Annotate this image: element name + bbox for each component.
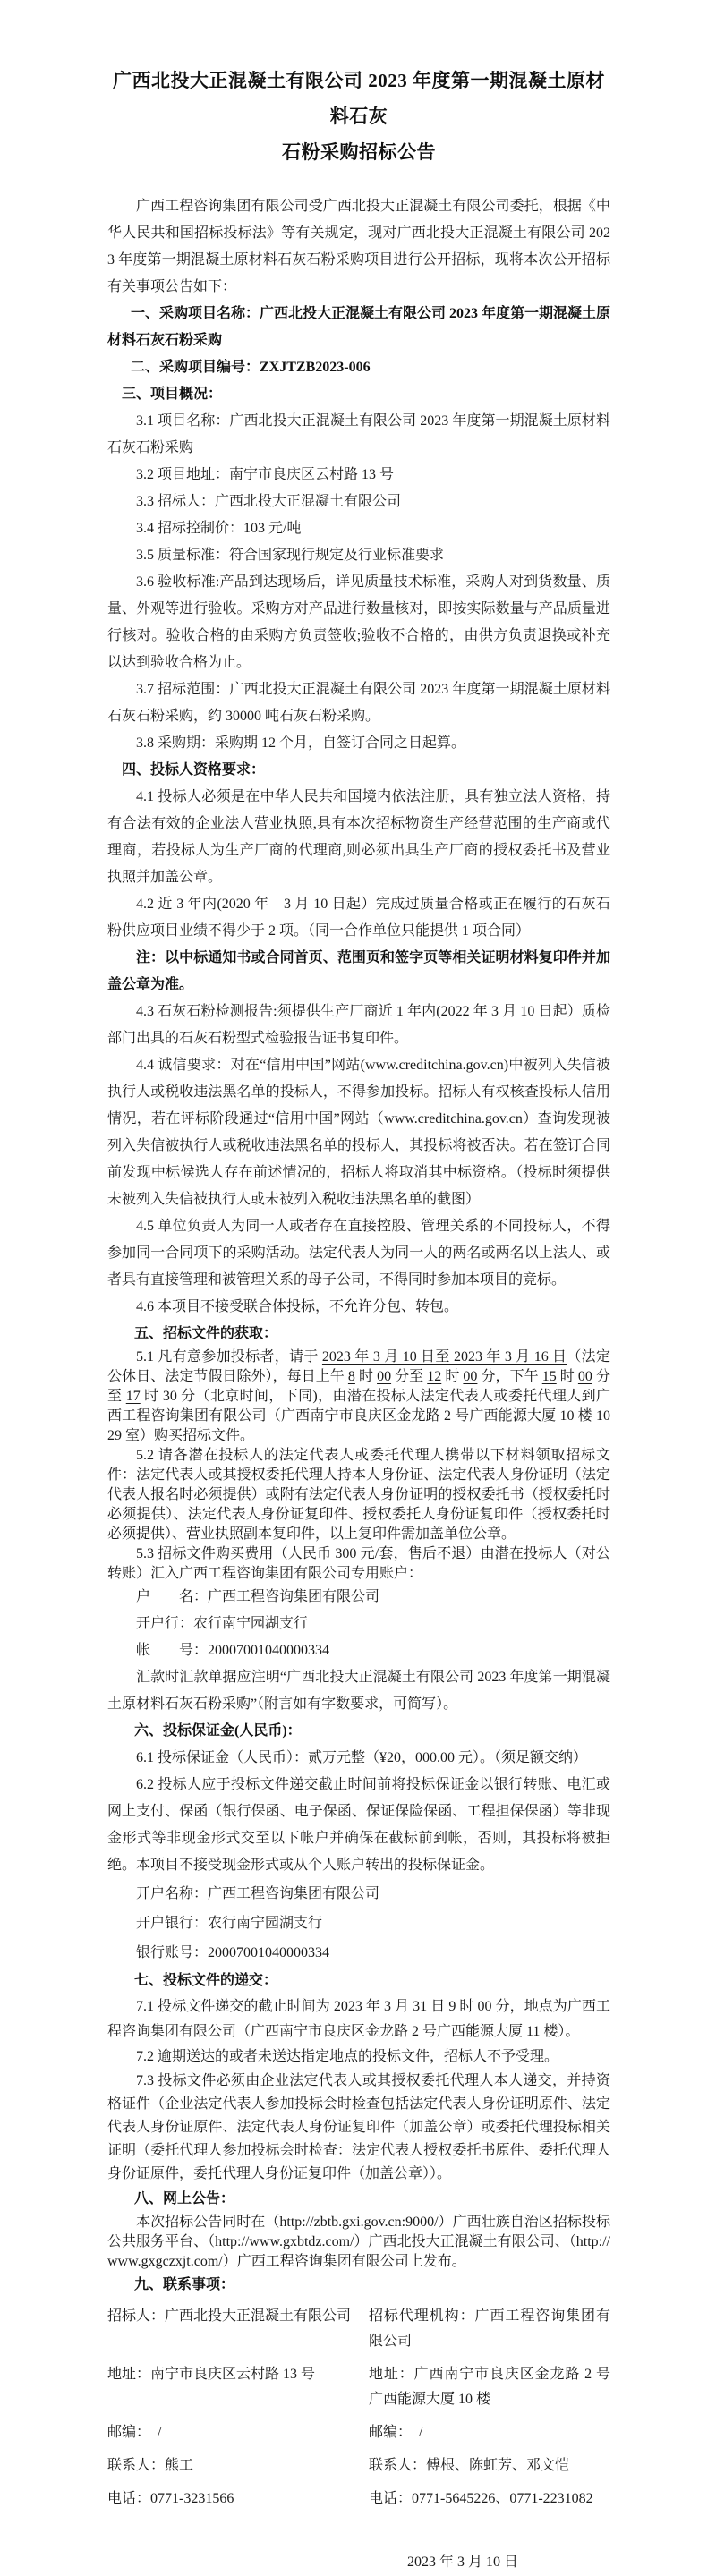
- clause-4-1: 4.1 投标人必须是在中华人民共和国境内依法注册，具有独立法人资格，持有合法有效的企业法人营业执照,具有本次招标物资生产经营范围的生产商或代理商，若投标人为生产厂商的代理商,则必须出具生产厂商的授权委托书及营业执照并加盖公章。: [107, 789, 610, 885]
- contact-cell-right: 电话：0771-5645226、0771-2231082: [369, 2491, 593, 2506]
- account-bank-line: 开户行：农行南宁园湖支行: [136, 1616, 309, 1631]
- section-6-heading: 六、投标保证金(人民币)：: [134, 1723, 302, 1739]
- text-run: 时: [556, 1369, 578, 1384]
- contact-cell-left: 地址：南宁市良庆区云村路 13 号: [107, 2367, 316, 2382]
- section-4-heading: 四、投标人资格要求：: [122, 762, 266, 778]
- contact-cell-left: 招标人：广西北投大正混凝土有限公司: [107, 2308, 352, 2324]
- clause-4-6: 4.6 本项目不接受联合体投标，不允许分包、转包。: [136, 1299, 459, 1314]
- text-run: 5.1 凡有意参加投标者，请于: [136, 1349, 322, 1365]
- text-run: 分至: [391, 1369, 428, 1384]
- section-1-heading: 一、采购项目名称：广西北投大正混凝土有限公司 2023 年度第一期混凝土原材料石灰石粉采购: [107, 306, 611, 348]
- contact-cell-left: 电话：0771-3231566: [107, 2491, 234, 2506]
- clause-4-2: 4.2 近 3 年内(2020 年 3 月 10 日起）完成过质量合格或正在履行的石灰石粉供应项目业绩不得少于 2 项。（同一合作单位只能提供 1 项合同）: [107, 897, 610, 939]
- clause-3-2: 3.2 项目地址：南宁市良庆区云村路 13 号: [136, 467, 395, 482]
- doc-title-line2: 石粉采购招标公告: [282, 141, 436, 163]
- contact-row: [107, 2304, 610, 2354]
- account-name-line: 户 名：广西工程咨询集团有限公司: [136, 1589, 380, 1604]
- contact-row: [107, 2420, 610, 2445]
- clause-6-1: 6.1 投标保证金（人民币）：贰万元整（¥20，000.00 元）。（须足额交纳）: [136, 1750, 588, 1765]
- remittance-note: 汇款时汇款单据应注明“广西北投大正混凝土有限公司 2023 年度第一期混凝土原材料石灰石粉采购”（附言如有字数要求，可简写）。: [107, 1670, 610, 1712]
- underlined-text: 2023 年 3 月 10 日至 2023 年 3 月 16 日: [321, 1349, 567, 1365]
- underlined-text: 00: [577, 1369, 592, 1384]
- clause-3-4: 3.4 招标控制价：103 元/吨: [136, 521, 302, 536]
- contact-row: [107, 2487, 610, 2512]
- deposit-account-name: 开户名称：广西工程咨询集团有限公司: [136, 1886, 380, 1901]
- clause-3-3: 3.3 招标人：广西北投大正混凝土有限公司: [136, 494, 402, 509]
- contact-cell-right: 招标代理机构：广西工程咨询集团有限公司: [369, 2308, 610, 2349]
- section-2-heading: 二、采购项目编号：ZXJTZB2023-006: [131, 360, 371, 375]
- clause-3-6: 3.6 验收标准:产品到达现场后，详见质量技术标准，采购人对到货数量、质量、外观等进行验收。采购方对产品进行数量核对，即按实际数量与产品质量进行核对。验收合格的由采购方负责签收;验收不合格的，由供方负责退换或补充以达到验收合格为止。: [107, 574, 610, 670]
- section-3-heading: 三、项目概况：: [122, 387, 223, 402]
- underlined-text: 12: [427, 1369, 442, 1384]
- note-paragraph: 注：以中标通知书或合同首页、范围页和签字页等相关证明材料复印件并加盖公章为准。: [107, 950, 610, 992]
- text-run: 时: [354, 1369, 378, 1384]
- contact-cell-right: 联系人：傅根、陈虹芳、邓文恺: [369, 2458, 570, 2473]
- underlined-text: 00: [377, 1369, 392, 1384]
- clause-7-3: 7.3 投标文件必须由企业法定代表人或其授权委托代理人本人递交，并持资格证件（企业法定代表人参加投标会时检查包括法定代表人身份证明原件、法定代表人身份证原件、法定代表人身份证复印件（加盖公章）或委托代理投标相关证明（委托代理人参加投标会时检查：法定代表人授权委托书原件、委托代理人身份证原件，委托代理人身份证复印件（加盖公章））。: [107, 2073, 610, 2181]
- account-number-line: 帐 号：20007001040000334: [136, 1643, 330, 1658]
- clause-5-1: [107, 1348, 610, 1446]
- contact-cell-left: 联系人：熊工: [107, 2458, 194, 2473]
- doc-title-line1: 广西北投大正混凝土有限公司 2023 年度第一期混凝土原材料石灰: [113, 70, 605, 127]
- doc-body: [107, 193, 610, 2299]
- clause-4-5: 4.5 单位负责人为同一人或者存在直接控股、管理关系的不同投标人，不得参加同一合同项下的采购活动。法定代表人为同一人的两名或两名以上法人、或者具有直接管理和被管理关系的母子公司，不得同时参加本项目的竞标。: [107, 1219, 610, 1288]
- clause-3-5: 3.5 质量标准：符合国家现行规定及行业标准要求: [136, 548, 445, 563]
- underlined-text: 15: [541, 1369, 557, 1384]
- clause-4-3: 4.3 石灰石粉检测报告:须提供生产厂商近 1 年内(2022 年 3 月 10 日起）质检部门出具的石灰石粉型式检验报告证书复印件。: [107, 1004, 610, 1046]
- clause-5-2: 5.2 请各潜在投标人的法定代表人或委托代理人携带以下材料领取招标文件：法定代表人或其授权委托代理人持本人身份证、法定代表人身份证明（法定代表人报名时必须提供）或附有法定代表人身份证明的授权委托书（授权委托时必须提供）、法定代表人身份证复印件、授权委托人身份证复印件（授权委托时必须提供）、营业执照副本复印件，以上复印件需加盖单位公章。: [107, 1448, 610, 1542]
- contact-cell-left: 邮编： /: [107, 2425, 162, 2440]
- underlined-text: 17: [125, 1389, 141, 1404]
- clause-7-2: 7.2 逾期送达的或者未送达指定地点的投标文件，招标人不予受理。: [136, 2049, 559, 2064]
- contact-cell-right: 邮编： /: [369, 2425, 423, 2440]
- text-run: 分至: [107, 1369, 610, 1404]
- doc-date: 2023 年 3 月 10 日: [407, 2555, 519, 2570]
- clause-3-7: 3.7 招标范围：广西北投大正混凝土有限公司 2023 年度第一期混凝土原材料石灰石粉采购，约 30000 吨石灰石粉采购。: [107, 682, 610, 724]
- deposit-account-number: 银行账号：20007001040000334: [136, 1945, 330, 1960]
- underlined-text: 00: [463, 1369, 478, 1384]
- clause-4-4: 4.4 诚信要求：对在“信用中国”网站(www.creditchina.gov.cn)中被列入失信被执行人或税收违法黑名单的投标人，不得参加投标。招标人有权核查投标人信用情况，若在评标阶段通过“信用中国”网站（www.creditchina.gov.cn）查询发现被列入失信被执行人或税收违法黑名单的投标人，其投标将被否决。若在签订合同前发现中标候选人存在前述情况的，招标人将取消其中标资格。（投标时须提供未被列入失信被执行人或未被列入税收违法黑名单的截图）: [107, 1058, 610, 1207]
- text-run: （法定公休日、法定节假日除外），每日上午: [107, 1349, 610, 1384]
- section-9-heading: 九、联系事项：: [134, 2277, 235, 2292]
- clause-5-3: 5.3 招标文件购买费用（人民币 300 元/套，售后不退）由潜在投标人（对公转账）汇入广西工程咨询集团有限公司专用账户：: [107, 1546, 610, 1581]
- doc-title: [107, 63, 610, 170]
- clause-3-1: 3.1 项目名称：广西北投大正混凝土有限公司 2023 年度第一期混凝土原材料石灰石粉采购: [107, 413, 610, 455]
- section-8-heading: 八、网上公告：: [134, 2191, 235, 2206]
- contact-row: [107, 2453, 610, 2478]
- clause-7-1: 7.1 投标文件递交的截止时间为 2023 年 3 月 31 日 9 时 00 分，地点为广西工程咨询集团有限公司（广西南宁市良庆区金龙路 2 号广西能源大厦 11 楼）。: [107, 1999, 610, 2039]
- intro-paragraph: 广西工程咨询集团有限公司受广西北投大正混凝土有限公司委托，根据《中华人民共和国招标投标法》等有关规定，现对广西北投大正混凝土有限公司 2023 年度第一期混凝土原材料石灰石粉采购项目进行公开招标，现将本次公开招标有关事项公告如下：: [107, 199, 610, 294]
- text-run: 时 30 分（北京时间，下同)，由潜在投标人法定代表人或委托代理人到广西工程咨询集团有限公司（广西南宁市良庆区金龙路 2 号广西能源大厦 10 楼 1029 室）购买招标文件。: [107, 1389, 610, 1443]
- section-5-heading: 五、招标文件的获取：: [134, 1326, 278, 1341]
- underlined-text: 8: [347, 1369, 355, 1384]
- clause-3-8: 3.8 采购期：采购期 12 个月，自签订合同之日起算。: [136, 735, 466, 751]
- contact-row: [107, 2362, 610, 2412]
- deposit-account-bank: 开户银行：农行南宁园湖支行: [136, 1916, 323, 1931]
- section-7-heading: 七、投标文件的递交：: [134, 1973, 278, 1988]
- text-run: 分，下午: [477, 1369, 542, 1384]
- text-run: 时: [441, 1369, 464, 1384]
- contact-cell-right: 地址：广西南宁市良庆区金龙路 2 号广西能源大厦 10 楼: [369, 2367, 610, 2407]
- contact-table: [107, 2304, 610, 2512]
- online-announcement: 本次招标公告同时在（http://zbtb.gxi.gov.cn:9000/）广西壮族自治区招标投标公共服务平台、（http://www.gxbtdz.com/）广西北投大正混凝土有限公司、（http://www.gxgczxjt.com/）广西工程咨询集团有限公司上发布。: [107, 2215, 610, 2269]
- clause-6-2: 6.2 投标人应于投标文件递交截止时间前将投标保证金以银行转账、电汇或网上支付、保函（银行保函、电子保函、保证保险保函、工程担保保函）等非现金形式等非现金形式交至以下帐户并确保在截标前到帐，否则，其投标将被拒绝。本项目不接受现金形式或从个人账户转出的投标保证金。: [107, 1777, 610, 1873]
